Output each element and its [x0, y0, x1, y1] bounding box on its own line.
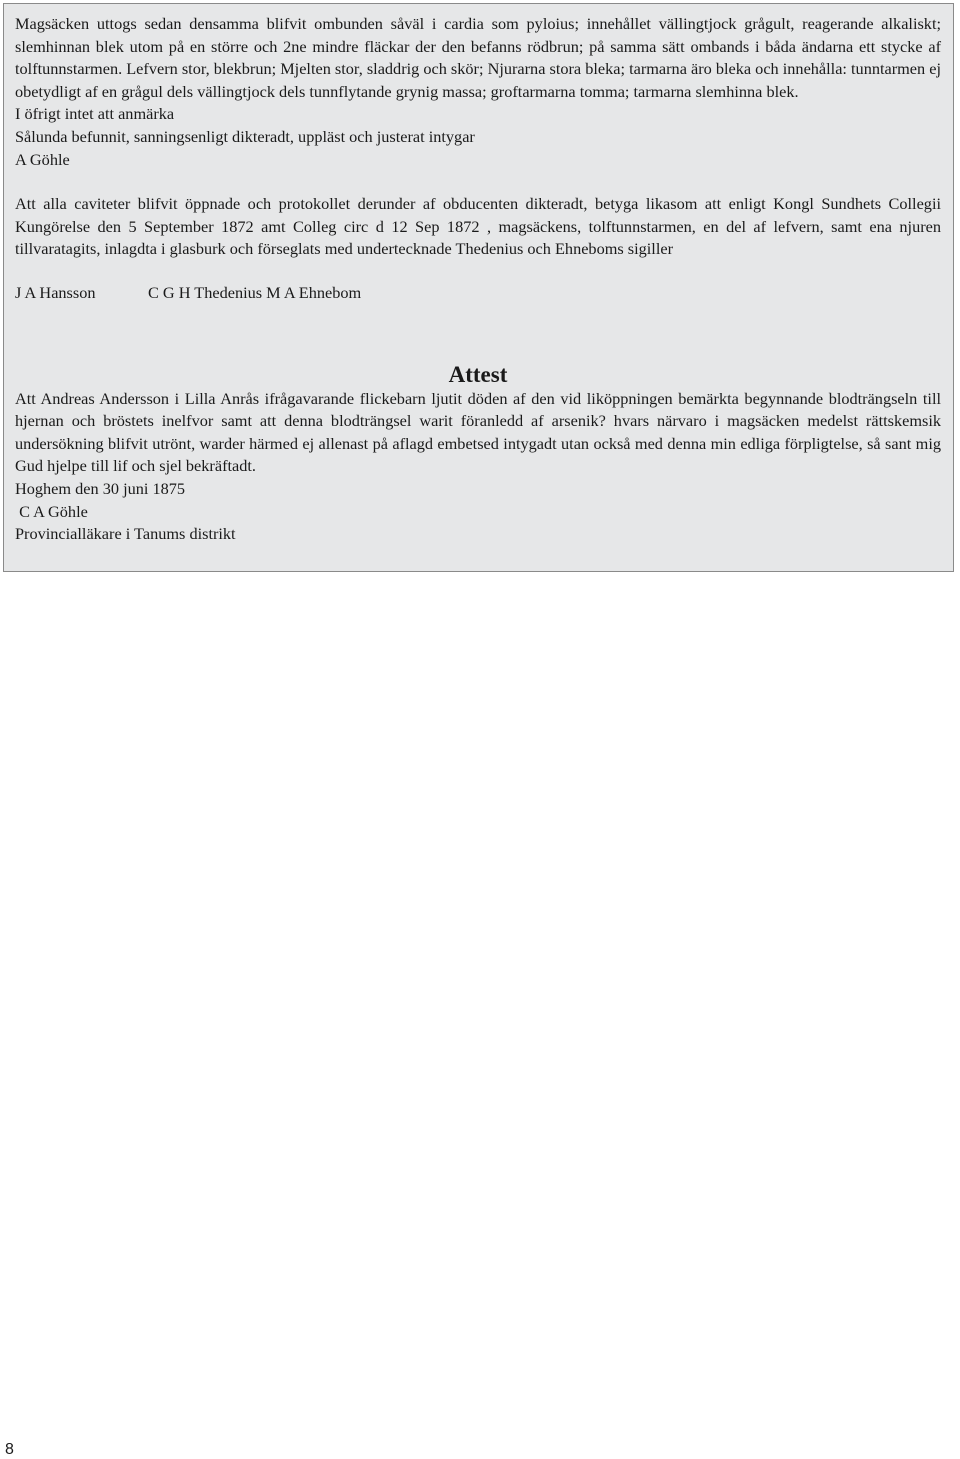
attest-paragraph: Att Andreas Andersson i Lilla Anrås ifrågavarande flickebarn ljutit döden af den vid liköppningen bemärkta begynnande blodträngseln till hjernan och bröstets inelfvor samt att denna blodträngsel warit föranledd af arsenik? hvars närvaro i magsäcken medelst rättskemsik undersökning blifvit utrönt, warder härmed ej allenast på aflagd embetsed intygadt utan också med denna min edliga förpligtelse, så sant mig Gud hjelpe till lif och sjel bekräftadt. [15, 388, 941, 476]
signature-c-a-gohle: C A Göhle [15, 501, 88, 521]
cavity-paragraph: Att alla caviteter blifvit öppnade och protokollet derunder af obducenten dikteradt, betyga likasom att enligt Kongl Sundhets Collegii Kungörelse den 5 September 1872 amt Colleg circ d 12 Sep 1872 , magsäckens, tolftunnstarmen, en del af lefvern, samt ena njuren tillvaratagits, inlagdta i glasburk och förseglats med undertecknade Thedenius och Ehneboms sigiller [15, 194, 941, 259]
role-title: Provincialläkare i Tanums distrikt [15, 524, 236, 544]
signature-thedenius-ehnebom: C G H Thedenius M A Ehnebom [148, 282, 362, 302]
signature-gohle: A Göhle [15, 149, 70, 169]
attest-heading: Attest [448, 361, 508, 387]
found-statement: Sålunda befunnit, sanningsenligt dikteradt, uppläst och justerat intygar [15, 126, 475, 146]
spacer [15, 171, 941, 193]
autopsy-paragraph: Magsäcken uttogs sedan densamma blifvit ombunden såväl i cardia som pyloius; innehållet vällingtjock grågult, reagerande alkaliskt; slemhinnan blek utom på en större och 2ne mindre fläckar der den befanns rödbrun; på samma sätt ombands i båda ändarna ett stycke af tolftunnstarmen. Lefvern stor, blekbrun; Mjelten stor, sladdrig och skör; Njurarna stora bleka; tarmarna äro bleka och innehålla: tunntarmen ej obetydligt af en grågul dels vällingtjock dels tunnflytande grynig massa; groftarmarna tomma; tarmarna slemhinna blek. [15, 14, 941, 101]
document-panel [3, 3, 954, 572]
page-number: 8 [5, 1441, 14, 1458]
signature-hansson: J A Hansson [15, 282, 96, 302]
spacer [15, 261, 941, 282]
signature-row [15, 282, 941, 305]
remark-line: I öfrigt intet att anmärka [15, 104, 175, 124]
place-date: Hoghem den 30 juni 1875 [15, 478, 186, 498]
